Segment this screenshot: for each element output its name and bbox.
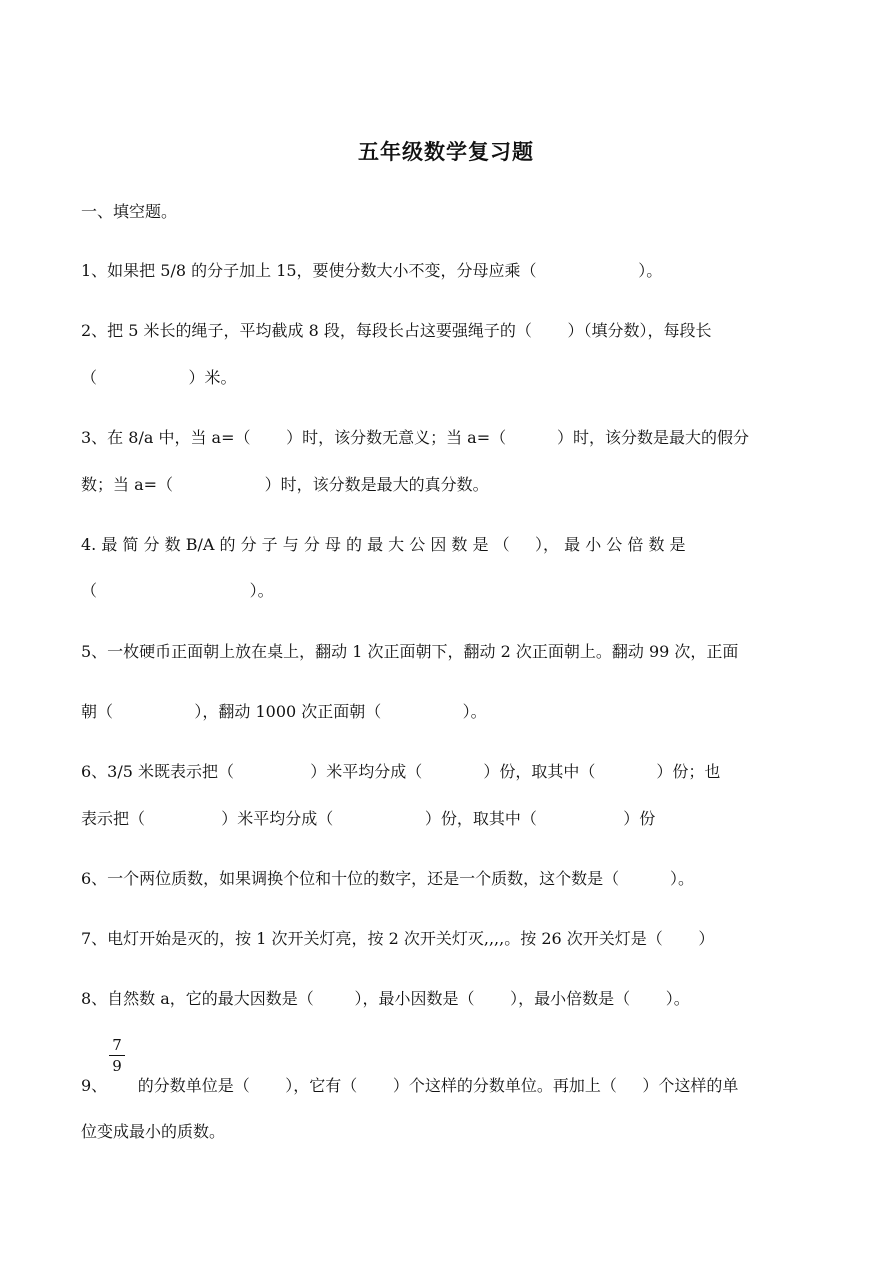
- question-6a-line-1: 6、3/5 米既表示把（ ）米平均分成（ ）份，取其中（ ）份；也: [81, 762, 721, 781]
- question-6b: 6、一个两位质数，如果调换个位和十位的数字，还是一个质数，这个数是（ ）。: [81, 869, 695, 888]
- fraction-numerator: 7: [112, 1036, 122, 1054]
- question-5-line-2: 朝（ ），翻动 1000 次正面朝（ ）。: [81, 702, 487, 721]
- question-2-line-1: 2、把 5 米长的绳子，平均截成 8 段，每段长占这要强绳子的（ ）（填分数），每段长: [81, 321, 712, 340]
- question-5-line-1: 5、一枚硬币正面朝上放在桌上，翻动 1 次正面朝下，翻动 2 次正面朝上。翻动 99 次，正面: [81, 642, 739, 661]
- section-heading: 一、填空题。: [81, 202, 178, 221]
- page-title: 五年级数学复习题: [358, 139, 534, 164]
- question-9-line-1: 9、 的分数单位是（ ），它有（ ）个这样的分数单位。再加上（ ）个这样的单: [81, 1076, 739, 1095]
- question-1: 1、如果把 5/8 的分子加上 15，要使分数大小不变，分母应乘（ ）。: [81, 261, 663, 280]
- question-8: 8、自然数 a，它的最大因数是（ ），最小因数是（ ），最小倍数是（ ）。: [81, 989, 690, 1008]
- fraction-bar: [109, 1055, 125, 1056]
- question-9-line-2: 位变成最小的质数。: [81, 1122, 226, 1141]
- question-7: 7、电灯开始是灭的，按 1 次开关灯亮，按 2 次开关灯灭,,,,。按 26 次开关灯是（ ）: [81, 929, 715, 948]
- fraction-seven-ninths: [109, 1036, 125, 1075]
- question-3-line-1: 3、在 8/a 中，当 a=（ ）时，该分数无意义；当 a=（ ）时，该分数是最大的假分: [81, 428, 749, 447]
- question-4-line-2: （ ）。: [81, 581, 274, 600]
- fraction-denominator: 9: [112, 1057, 122, 1075]
- question-4-line-1: 4. 最 简 分 数 B/A 的 分 子 与 分 母 的 最 大 公 因 数 是 （ ）， 最 小 公 倍 数 是: [81, 535, 686, 554]
- question-3-line-2: 数；当 a=（ ）时，该分数是最大的真分数。: [81, 475, 489, 494]
- question-2-line-2: （ ）米。: [81, 368, 237, 387]
- question-6a-line-2: 表示把（ ）米平均分成（ ）份，取其中（ ）份: [81, 809, 656, 828]
